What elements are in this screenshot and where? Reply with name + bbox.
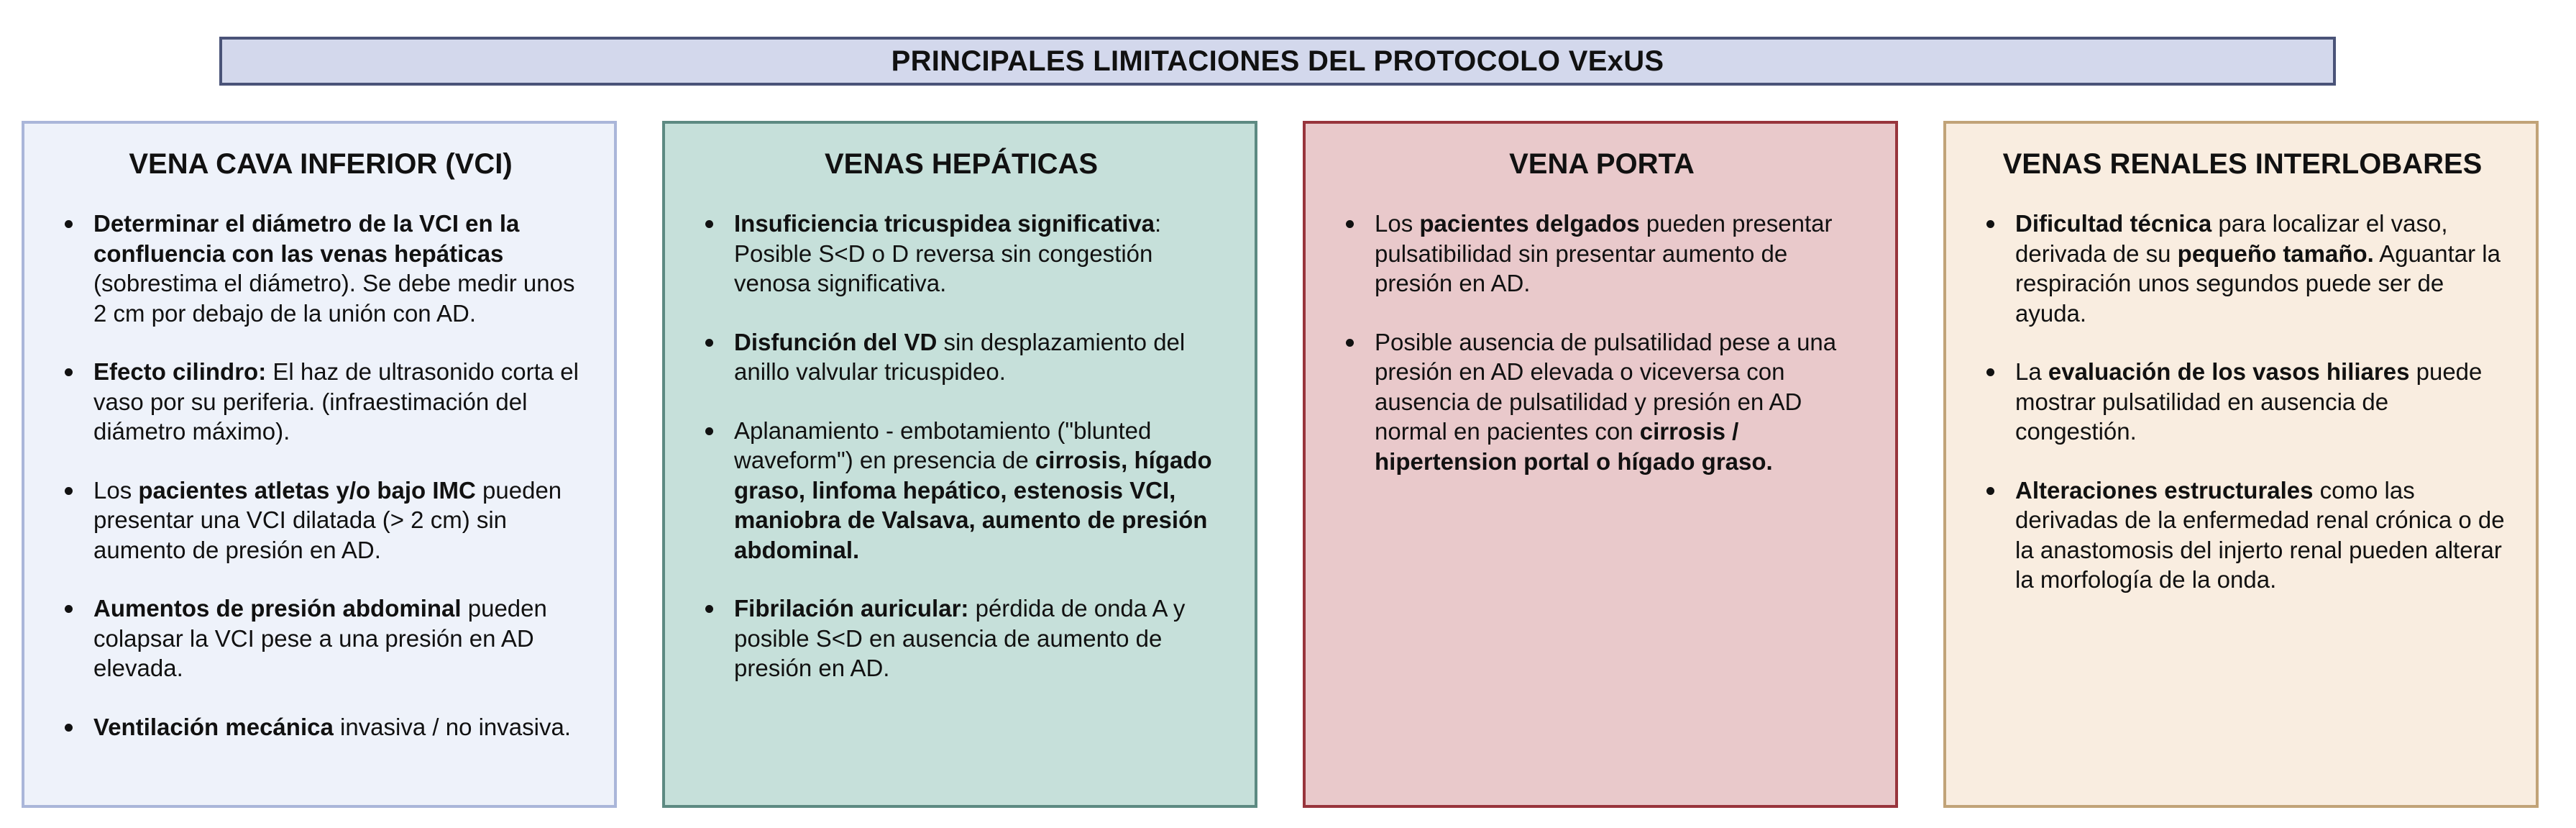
bold-text: Disfunción del VD bbox=[734, 328, 938, 355]
limitation-item bbox=[1334, 327, 1869, 477]
panel-venas-renales-interlobares bbox=[1943, 121, 2539, 808]
text: El haz de ultrasonido corta el vaso por su periferia. (infraestimación del diámetro máximo). bbox=[93, 358, 579, 445]
limitations-list bbox=[1334, 209, 1869, 476]
limitation-item bbox=[694, 593, 1229, 683]
text: puede mostrar pulsatilidad en ausencia de congestión. bbox=[2015, 358, 2483, 445]
text: Los bbox=[1375, 210, 1420, 237]
limitation-item bbox=[53, 209, 588, 328]
text: : Posible S<D o D reversa sin congestión venosa significativa. bbox=[734, 210, 1162, 296]
limitations-list bbox=[53, 209, 588, 742]
bold-text: pequeño tamaño. bbox=[2177, 240, 2374, 267]
bold-text: Determinar el diámetro de la VCI en la confluencia con las venas hepáticas bbox=[93, 210, 520, 267]
text: invasiva / no invasiva. bbox=[333, 713, 571, 740]
limitation-item bbox=[53, 593, 588, 683]
panel-heading: VENA PORTA bbox=[1509, 148, 1695, 180]
text: para localizar el vaso, derivada de su bbox=[2015, 210, 2448, 267]
bold-text: cirrosis, hígado graso, linfoma hepático, estenosis VCI, maniobra de Valsava, aumento de presión abdominal. bbox=[734, 447, 1212, 563]
bold-text: pacientes delgados bbox=[1419, 210, 1640, 237]
text: Aguantar la respiración unos segundos puede ser de ayuda. bbox=[2015, 240, 2501, 327]
limitation-item bbox=[1975, 357, 2510, 447]
panel-vena-porta bbox=[1303, 121, 1898, 808]
limitation-item bbox=[53, 712, 588, 742]
limitation-item bbox=[1975, 476, 2510, 595]
text: pueden presentar pulsatibilidad sin presentar aumento de presión en AD. bbox=[1375, 210, 1833, 296]
bold-text: Alteraciones estructurales bbox=[2015, 476, 2314, 504]
limitation-item bbox=[53, 357, 588, 447]
panel-vena-cava-inferior bbox=[22, 121, 617, 808]
text: Aplanamiento - embotamiento ("blunted waveform") en presencia de bbox=[734, 417, 1152, 473]
bold-text: Efecto cilindro: bbox=[93, 358, 267, 385]
limitation-item bbox=[694, 209, 1229, 299]
bold-text: Fibrilación auricular: bbox=[734, 595, 969, 622]
text: Los bbox=[93, 476, 139, 504]
bold-text: pacientes atletas y/o bajo IMC bbox=[138, 476, 476, 504]
text: Posible ausencia de pulsatilidad pese a una presión en AD elevada o viceversa con ausencia de pulsatilidad y presión en AD normal en pacientes con bbox=[1375, 328, 1837, 445]
bold-text: Dificultad técnica bbox=[2015, 210, 2212, 237]
panel-venas-hepaticas bbox=[662, 121, 1257, 808]
limitation-item bbox=[53, 476, 588, 565]
panel-heading: VENA CAVA INFERIOR (VCI) bbox=[129, 148, 513, 180]
text: como las derivadas de la enfermedad renal crónica o de la anastomosis del injerto renal pueden alterar la morfología de la onda. bbox=[2015, 476, 2505, 593]
bold-text: Aumentos de presión abdominal bbox=[93, 595, 462, 622]
panel-heading: VENAS RENALES INTERLOBARES bbox=[2002, 148, 2483, 180]
text: La bbox=[2015, 358, 2048, 385]
limitations-list bbox=[694, 209, 1229, 683]
main-title: PRINCIPALES LIMITACIONES DEL PROTOCOLO VExUS bbox=[219, 37, 2336, 86]
panel-heading: VENAS HEPÁTICAS bbox=[824, 148, 1099, 180]
text: sin desplazamiento del anillo valvular tricuspideo. bbox=[734, 328, 1186, 385]
limitation-item bbox=[1334, 209, 1869, 299]
text: (sobrestima el diámetro). Se debe medir unos 2 cm por debajo de la unión con AD. bbox=[93, 270, 575, 327]
text: pueden colapsar la VCI pese a una presión en AD elevada. bbox=[93, 595, 547, 681]
text: pérdida de onda A y posible S<D en ausencia de aumento de presión en AD. bbox=[734, 595, 1186, 681]
text: pueden presentar una VCI dilatada (> 2 cm) sin aumento de presión en AD. bbox=[93, 476, 562, 563]
bold-text: cirrosis / hipertension portal o hígado graso. bbox=[1375, 418, 1773, 475]
limitation-item bbox=[1975, 209, 2510, 328]
limitation-item bbox=[694, 416, 1229, 565]
bold-text: Ventilación mecánica bbox=[93, 713, 334, 740]
limitation-item bbox=[694, 327, 1229, 387]
bold-text: Insuficiencia tricuspidea significativa bbox=[734, 210, 1155, 237]
limitations-list bbox=[1975, 209, 2510, 595]
bold-text: evaluación de los vasos hiliares bbox=[2048, 358, 2410, 385]
